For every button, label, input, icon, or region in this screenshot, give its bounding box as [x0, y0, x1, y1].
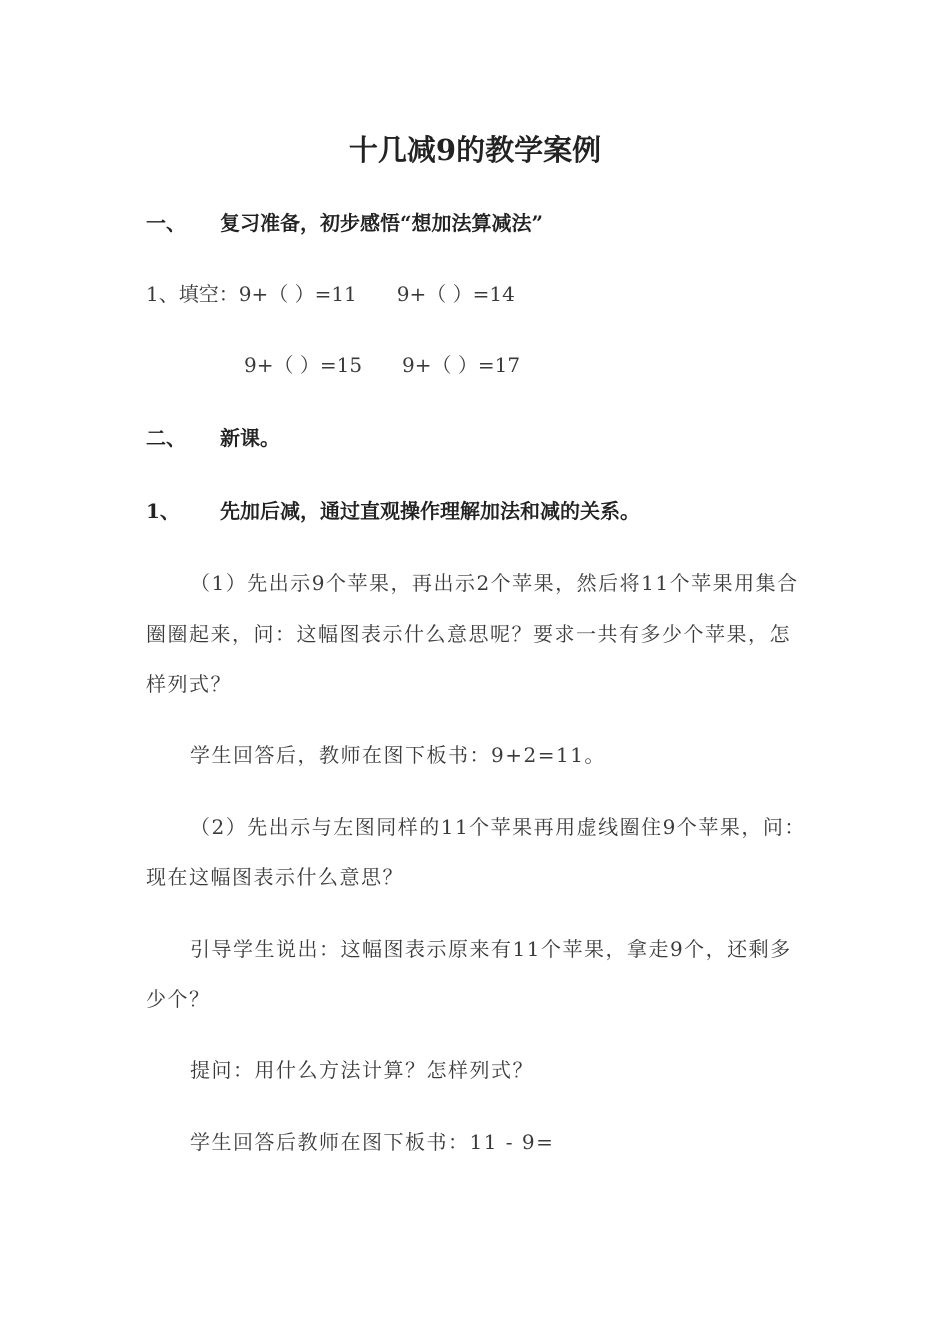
paragraph-line: 现在这幅图表示什么意思？	[146, 865, 404, 889]
equation: 9+（ ）=17	[402, 353, 521, 377]
fill-blank-label: 1、填空：	[146, 282, 239, 306]
paragraph-line: 圈圈起来，问：这幅图表示什么意思呢？要求一共有多少个苹果，怎	[146, 622, 791, 646]
equation: 9+（ ）=11	[238, 282, 357, 306]
paragraph-line: 学生回答后教师在图下板书：11 - 9=	[190, 1130, 555, 1154]
paragraph-line: （2）先出示与左图同样的11个苹果再用虚线圈住9个苹果，问：	[190, 815, 806, 839]
fill-blank-row-2	[244, 355, 520, 375]
subsection-number: 1、	[146, 499, 180, 523]
section-heading-text: 复习准备，初步感悟“想加法算减法”	[220, 211, 544, 235]
paragraph-line: 少个？	[146, 987, 211, 1011]
fill-blank-row-1	[146, 284, 515, 304]
equation: 9+（ ）=15	[244, 353, 363, 377]
paragraph-line: （1）先出示9个苹果，再出示2个苹果，然后将11个苹果用集合	[190, 571, 799, 595]
subsection-heading-1	[146, 501, 640, 521]
section-number: 一、	[146, 211, 186, 235]
paragraph-line: 提问：用什么方法计算？怎样列式？	[190, 1058, 534, 1082]
document-title: 十几减9的教学案例	[348, 133, 602, 167]
section-heading-text: 新课。	[220, 426, 280, 450]
section-number: 二、	[146, 426, 186, 450]
paragraph-line: 样列式？	[146, 672, 232, 696]
section-heading-1	[146, 213, 543, 233]
paragraph-line: 引导学生说出：这幅图表示原来有11个苹果，拿走9个，还剩多	[190, 937, 792, 961]
section-heading-2	[146, 428, 280, 448]
subsection-heading-text: 先加后减，通过直观操作理解加法和减的关系。	[220, 499, 640, 523]
equation: 9+（ ）=14	[396, 282, 515, 306]
paragraph-line: 学生回答后，教师在图下板书：9+2=11。	[190, 743, 606, 767]
